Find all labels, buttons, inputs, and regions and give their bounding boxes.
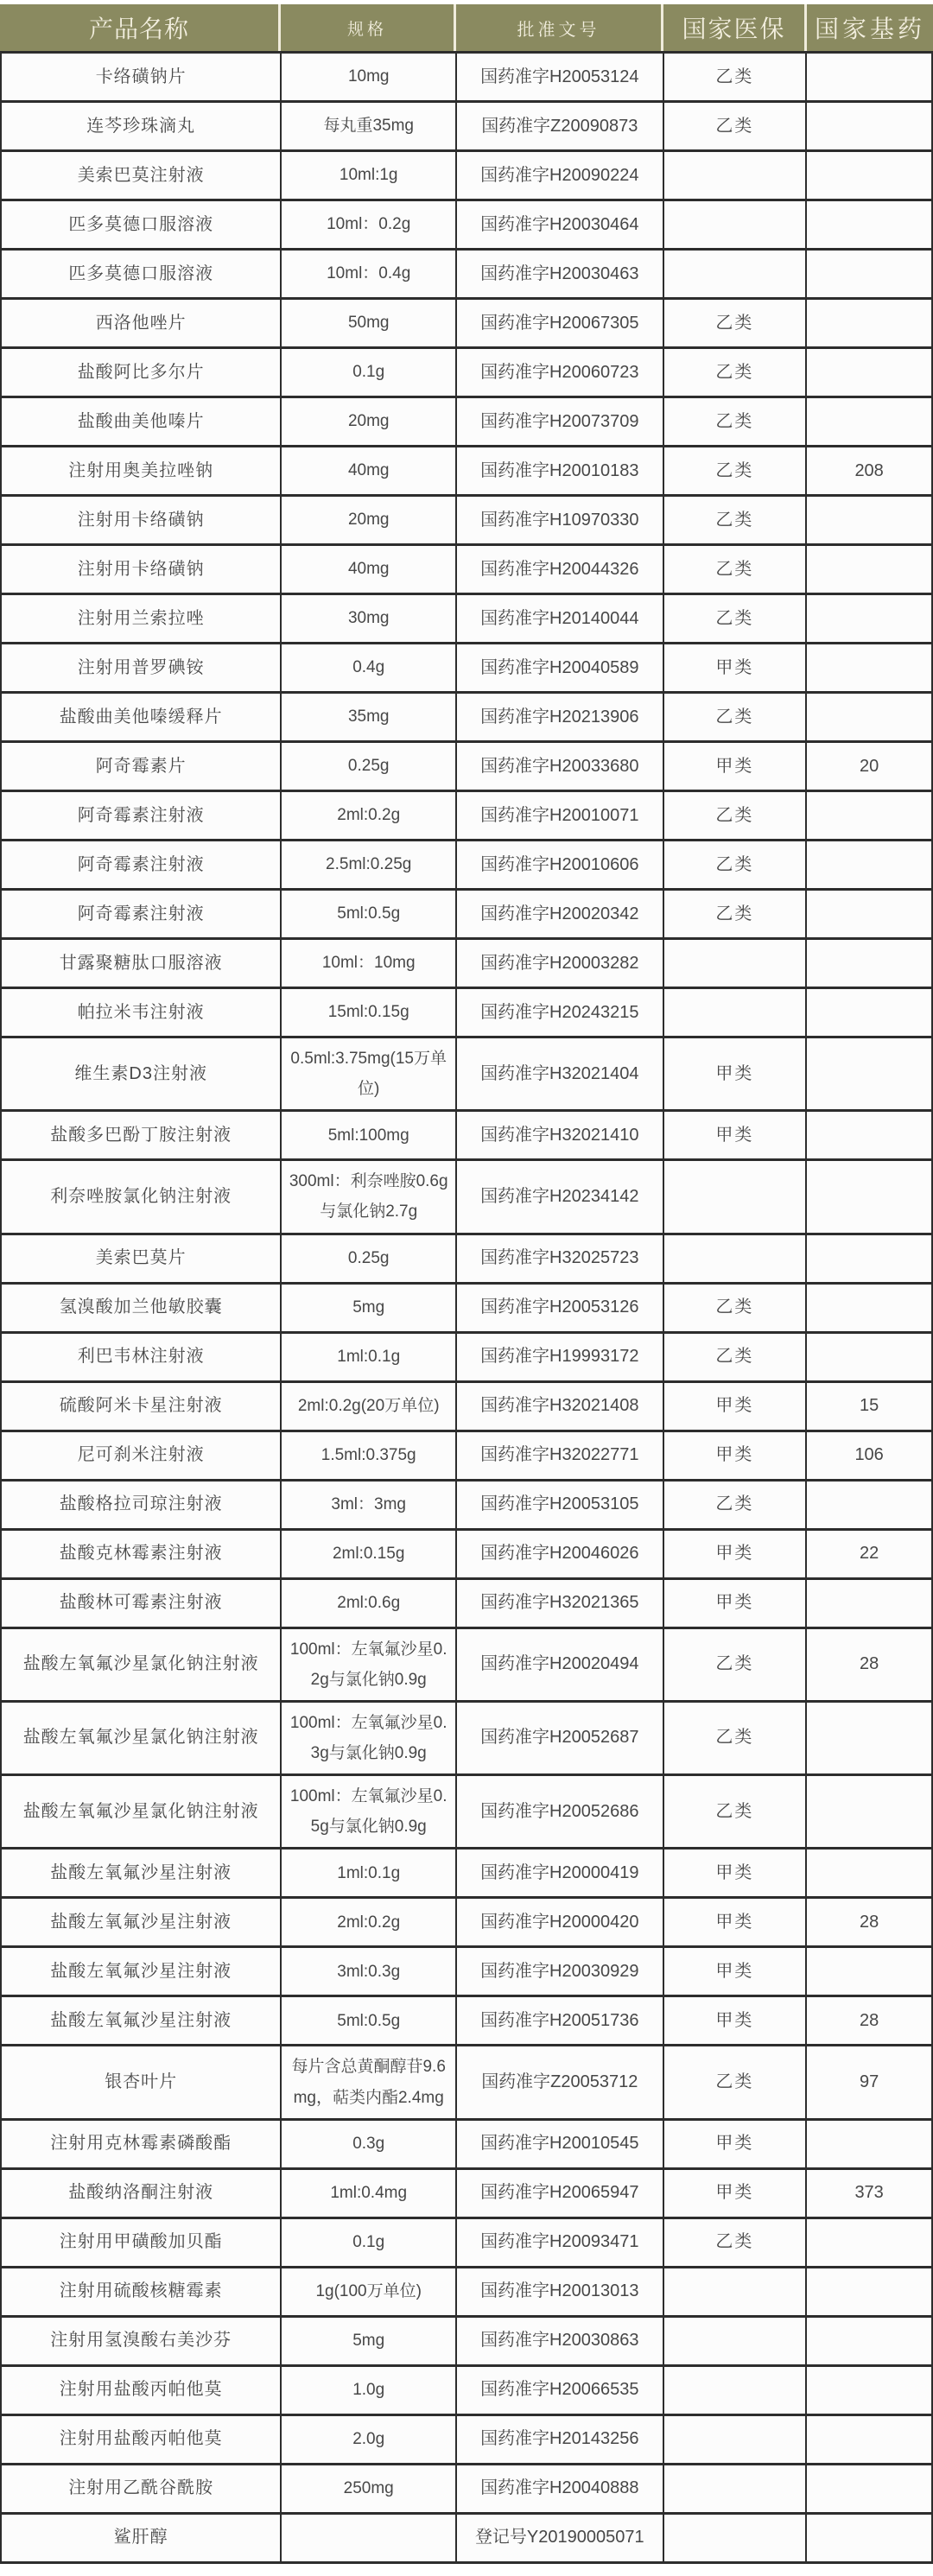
- national-essential-cell: [807, 1112, 933, 1158]
- national-essential-cell: [807, 2219, 933, 2266]
- spec-cell: 0.3g: [282, 2121, 457, 2167]
- national-insurance-cell: 乙类: [664, 54, 808, 100]
- table-row: [0, 1158, 933, 1232]
- national-insurance-cell: 甲类: [664, 1112, 808, 1158]
- national-essential-cell: [807, 2318, 933, 2364]
- approval-number-cell: 国药准字H20066535: [457, 2367, 664, 2414]
- national-essential-cell: [807, 152, 933, 199]
- product-name-cell: 注射用氢溴酸右美沙芬: [2, 2318, 282, 2364]
- product-name-cell: 盐酸纳洛酮注射液: [2, 2170, 282, 2217]
- spec-cell: 3ml:0.3g: [282, 1948, 457, 1995]
- national-insurance-cell: 乙类: [664, 2046, 808, 2117]
- approval-number-cell: 国药准字H20030463: [457, 251, 664, 297]
- spec-cell: [282, 2515, 457, 2561]
- table-row: [0, 346, 933, 396]
- table-row: [0, 1995, 933, 2044]
- approval-number-cell: 国药准字H32022771: [457, 1432, 664, 1479]
- product-name-cell: 美索巴莫注射液: [2, 152, 282, 199]
- table-row: [0, 1773, 933, 1847]
- approval-number-cell: 国药准字H20053105: [457, 1482, 664, 1528]
- product-name-cell: 盐酸多巴酚丁胺注射液: [2, 1112, 282, 1158]
- spec-cell: 0.25g: [282, 743, 457, 790]
- national-insurance-cell: [664, 2515, 808, 2561]
- table-row: [0, 2315, 933, 2364]
- spec-cell: 10mg: [282, 54, 457, 100]
- national-insurance-cell: 甲类: [664, 2170, 808, 2217]
- national-insurance-cell: 乙类: [664, 1776, 808, 1847]
- table-row: [0, 1945, 933, 1995]
- spec-cell: 10ml：0.2g: [282, 201, 457, 248]
- table-row: [0, 1700, 933, 1773]
- table-row: [0, 1233, 933, 1282]
- national-insurance-cell: 甲类: [664, 1383, 808, 1430]
- approval-number-cell: 国药准字H20090224: [457, 152, 664, 199]
- national-insurance-cell: [664, 989, 808, 1036]
- product-name-cell: 阿奇霉素注射液: [2, 891, 282, 937]
- approval-number-cell: 国药准字H19993172: [457, 1334, 664, 1380]
- national-insurance-cell: 乙类: [664, 891, 808, 937]
- approval-number-cell: 国药准字H20052687: [457, 1703, 664, 1773]
- product-name-cell: 盐酸曲美他嗪缓释片: [2, 694, 282, 740]
- product-name-cell: 甘露聚糖肽口服溶液: [2, 940, 282, 987]
- table-row: [0, 2463, 933, 2512]
- spec-cell: 1.0g: [282, 2367, 457, 2414]
- header-cell-product-name: 产品名称: [0, 4, 281, 51]
- national-insurance-cell: 甲类: [664, 1899, 808, 1945]
- national-insurance-cell: 乙类: [664, 841, 808, 888]
- spec-cell: 5mg: [282, 2318, 457, 2364]
- national-insurance-cell: 甲类: [664, 1038, 808, 1109]
- table-row: [0, 2044, 933, 2117]
- spec-cell: 每片含总黄酮醇苷9.6mg，萜类内酯2.4mg: [282, 2046, 457, 2117]
- approval-number-cell: 国药准字H20020342: [457, 891, 664, 937]
- spec-cell: 5ml:0.5g: [282, 891, 457, 937]
- table-row: [0, 2118, 933, 2167]
- product-name-cell: 帕拉米韦注射液: [2, 989, 282, 1036]
- spec-cell: 10ml：10mg: [282, 940, 457, 987]
- table-row: [0, 888, 933, 937]
- table-row: [0, 149, 933, 199]
- approval-number-cell: 登记号Y20190005071: [457, 2515, 664, 2561]
- national-essential-cell: [807, 792, 933, 839]
- spec-cell: 20mg: [282, 497, 457, 543]
- table-row: [0, 51, 933, 100]
- header-cell-national-essential: 国家基药: [814, 16, 925, 42]
- national-insurance-cell: 甲类: [664, 743, 808, 790]
- national-essential-cell: 208: [807, 447, 933, 494]
- product-name-cell: 盐酸左氧氟沙星注射液: [2, 1948, 282, 1995]
- table-row: [0, 2512, 933, 2561]
- spec-cell: 0.25g: [282, 1235, 457, 1282]
- approval-number-cell: 国药准字H20030929: [457, 1948, 664, 1995]
- product-name-cell: 卡络磺钠片: [2, 54, 282, 100]
- product-name-cell: 利奈唑胺氯化钠注射液: [2, 1161, 282, 1232]
- spec-cell: 30mg: [282, 595, 457, 642]
- national-essential-cell: [807, 1948, 933, 1995]
- header-cell-national-insurance: 国家医保: [663, 4, 807, 51]
- approval-number-cell: 国药准字H20030464: [457, 201, 664, 248]
- approval-number-cell: 国药准字H20053126: [457, 1285, 664, 1331]
- table-row: [0, 494, 933, 543]
- approval-number-cell: 国药准字H20140044: [457, 595, 664, 642]
- national-essential-cell: 106: [807, 1432, 933, 1479]
- national-insurance-cell: 甲类: [664, 1432, 808, 1479]
- approval-number-cell: 国药准字H32021365: [457, 1580, 664, 1627]
- table-row: [0, 248, 933, 297]
- national-insurance-cell: 乙类: [664, 694, 808, 740]
- national-insurance-cell: [664, 2367, 808, 2414]
- product-name-cell: 美索巴莫片: [2, 1235, 282, 1282]
- national-insurance-cell: 甲类: [664, 1850, 808, 1896]
- approval-number-cell: 国药准字H20052686: [457, 1776, 664, 1847]
- approval-number-cell: 国药准字Z20053712: [457, 2046, 664, 2117]
- spec-cell: 50mg: [282, 300, 457, 346]
- national-insurance-cell: [664, 2268, 808, 2315]
- spec-cell: 3ml：3mg: [282, 1482, 457, 1528]
- national-essential-cell: [807, 54, 933, 100]
- table-row: [0, 1380, 933, 1430]
- drug-product-table: [0, 4, 933, 2564]
- national-essential-cell: [807, 1285, 933, 1331]
- approval-number-cell: 国药准字H20065947: [457, 2170, 664, 2217]
- product-name-cell: 氢溴酸加兰他敏胶囊: [2, 1285, 282, 1331]
- product-name-cell: 注射用乙酰谷酰胺: [2, 2465, 282, 2512]
- spec-cell: 40mg: [282, 447, 457, 494]
- national-essential-cell: 20: [807, 743, 933, 790]
- product-name-cell: 利巴韦林注射液: [2, 1334, 282, 1380]
- national-essential-cell: [807, 300, 933, 346]
- product-name-cell: 注射用盐酸丙帕他莫: [2, 2416, 282, 2463]
- table-row: [0, 1896, 933, 1945]
- national-insurance-cell: [664, 2318, 808, 2364]
- spec-cell: 1ml:0.4mg: [282, 2170, 457, 2217]
- table-row: [0, 1847, 933, 1896]
- national-insurance-cell: 甲类: [664, 2121, 808, 2167]
- table-row: [0, 396, 933, 445]
- product-name-cell: 注射用盐酸丙帕他莫: [2, 2367, 282, 2414]
- spec-cell: 2ml:0.2g: [282, 792, 457, 839]
- national-insurance-cell: 乙类: [664, 103, 808, 149]
- approval-number-cell: 国药准字H20093471: [457, 2219, 664, 2266]
- national-insurance-cell: 甲类: [664, 1531, 808, 1577]
- table-row: [0, 937, 933, 987]
- spec-cell: 1.5ml:0.375g: [282, 1432, 457, 1479]
- header-cell-approval-number: 批准文号: [456, 4, 663, 51]
- spec-cell: 5ml:0.5g: [282, 1997, 457, 2044]
- national-insurance-cell: [664, 2416, 808, 2463]
- product-name-cell: 注射用硫酸核糖霉素: [2, 2268, 282, 2315]
- national-insurance-cell: 乙类: [664, 447, 808, 494]
- product-name-cell: 连芩珍珠滴丸: [2, 103, 282, 149]
- national-insurance-cell: [664, 1161, 808, 1232]
- approval-number-cell: 国药准字H10970330: [457, 497, 664, 543]
- spec-cell: 15ml:0.15g: [282, 989, 457, 1036]
- product-name-cell: 鲨肝醇: [2, 2515, 282, 2561]
- product-name-cell: 盐酸左氧氟沙星氯化钠注射液: [2, 1629, 282, 1700]
- spec-cell: 40mg: [282, 546, 457, 593]
- national-insurance-cell: [664, 251, 808, 297]
- approval-number-cell: 国药准字H32021408: [457, 1383, 664, 1430]
- approval-number-cell: 国药准字H20053124: [457, 54, 664, 100]
- approval-number-cell: 国药准字H20000419: [457, 1850, 664, 1896]
- national-essential-cell: [807, 841, 933, 888]
- national-essential-cell: [807, 497, 933, 543]
- approval-number-cell: 国药准字Z20090873: [457, 103, 664, 149]
- national-insurance-cell: 乙类: [664, 1482, 808, 1528]
- product-name-cell: 盐酸曲美他嗪片: [2, 398, 282, 445]
- product-name-cell: 硫酸阿米卡星注射液: [2, 1383, 282, 1430]
- product-name-cell: 盐酸阿比多尔片: [2, 349, 282, 396]
- approval-number-cell: 国药准字H20010545: [457, 2121, 664, 2167]
- national-essential-cell: [807, 1703, 933, 1773]
- national-insurance-cell: 乙类: [664, 2219, 808, 2266]
- product-name-cell: 盐酸左氧氟沙星注射液: [2, 1997, 282, 2044]
- spec-cell: 250mg: [282, 2465, 457, 2512]
- national-insurance-cell: [664, 201, 808, 248]
- national-essential-cell: [807, 694, 933, 740]
- spec-cell: 0.4g: [282, 644, 457, 691]
- approval-number-cell: 国药准字H20010071: [457, 792, 664, 839]
- spec-cell: 0.1g: [282, 2219, 457, 2266]
- product-name-cell: 维生素D3注射液: [2, 1038, 282, 1109]
- table-row: [0, 593, 933, 642]
- spec-cell: 100ml：左氧氟沙星0.5g与氯化钠0.9g: [282, 1776, 457, 1847]
- national-essential-cell: [807, 2268, 933, 2315]
- product-name-cell: 尼可刹米注射液: [2, 1432, 282, 1479]
- spec-cell: 5mg: [282, 1285, 457, 1331]
- table-row: [0, 740, 933, 790]
- table-row: [0, 1282, 933, 1331]
- national-essential-cell: [807, 595, 933, 642]
- national-essential-cell: [807, 2121, 933, 2167]
- spec-cell: 2ml:0.15g: [282, 1531, 457, 1577]
- product-name-cell: 注射用普罗碘铵: [2, 644, 282, 691]
- table-row: [0, 691, 933, 740]
- approval-number-cell: 国药准字H20040888: [457, 2465, 664, 2512]
- table-row: [0, 199, 933, 248]
- national-essential-cell: 28: [807, 1629, 933, 1700]
- table-row: [0, 1430, 933, 1479]
- national-essential-cell: 15: [807, 1383, 933, 1430]
- approval-number-cell: 国药准字H20051736: [457, 1997, 664, 2044]
- spec-cell: 300ml：利奈唑胺0.6g与氯化钠2.7g: [282, 1161, 457, 1232]
- national-insurance-cell: [664, 940, 808, 987]
- spec-cell: 2.0g: [282, 2416, 457, 2463]
- national-essential-cell: [807, 1235, 933, 1282]
- table-row: [0, 987, 933, 1036]
- product-name-cell: 盐酸格拉司琼注射液: [2, 1482, 282, 1528]
- table-row: [0, 1331, 933, 1380]
- national-insurance-cell: 乙类: [664, 300, 808, 346]
- national-essential-cell: [807, 251, 933, 297]
- national-insurance-cell: 乙类: [664, 595, 808, 642]
- approval-number-cell: 国药准字H32021410: [457, 1112, 664, 1158]
- product-name-cell: 盐酸左氧氟沙星注射液: [2, 1899, 282, 1945]
- national-insurance-cell: 乙类: [664, 546, 808, 593]
- national-insurance-cell: 乙类: [664, 1629, 808, 1700]
- national-essential-cell: [807, 989, 933, 1036]
- table-row: [0, 1109, 933, 1158]
- approval-number-cell: 国药准字H20143256: [457, 2416, 664, 2463]
- national-essential-cell: [807, 398, 933, 445]
- approval-number-cell: 国药准字H20046026: [457, 1531, 664, 1577]
- national-essential-cell: [807, 2416, 933, 2463]
- table-row: [0, 1528, 933, 1577]
- product-name-cell: 注射用奥美拉唑钠: [2, 447, 282, 494]
- table-row: [0, 1627, 933, 1700]
- product-name-cell: 银杏叶片: [2, 2046, 282, 2117]
- approval-number-cell: 国药准字H20013013: [457, 2268, 664, 2315]
- table-row: [0, 2414, 933, 2463]
- table-row: [0, 100, 933, 149]
- spec-cell: 10ml:1g: [282, 152, 457, 199]
- approval-number-cell: 国药准字H20010606: [457, 841, 664, 888]
- table-row: [0, 1479, 933, 1528]
- approval-number-cell: 国药准字H20234142: [457, 1161, 664, 1232]
- product-name-cell: 注射用甲磺酸加贝酯: [2, 2219, 282, 2266]
- product-name-cell: 盐酸林可霉素注射液: [2, 1580, 282, 1627]
- approval-number-cell: 国药准字H20060723: [457, 349, 664, 396]
- national-essential-cell: [807, 2465, 933, 2512]
- spec-cell: 2ml:0.2g(20万单位): [282, 1383, 457, 1430]
- product-name-cell: 注射用克林霉素磷酸酯: [2, 2121, 282, 2167]
- national-insurance-cell: 乙类: [664, 1703, 808, 1773]
- national-essential-cell: [807, 1580, 933, 1627]
- national-insurance-cell: 乙类: [664, 497, 808, 543]
- national-essential-cell: 22: [807, 1531, 933, 1577]
- national-essential-cell: 28: [807, 1899, 933, 1945]
- national-insurance-cell: 乙类: [664, 1334, 808, 1380]
- approval-number-cell: 国药准字H20033680: [457, 743, 664, 790]
- spec-cell: 100ml：左氧氟沙星0.3g与氯化钠0.9g: [282, 1703, 457, 1773]
- spec-cell: 1ml:0.1g: [282, 1334, 457, 1380]
- national-essential-cell: 97: [807, 2046, 933, 2117]
- approval-number-cell: 国药准字H32025723: [457, 1235, 664, 1282]
- national-essential-cell: [807, 1482, 933, 1528]
- table-row: [0, 445, 933, 494]
- spec-cell: 20mg: [282, 398, 457, 445]
- national-insurance-cell: 乙类: [664, 1285, 808, 1331]
- national-insurance-cell: 甲类: [664, 1948, 808, 1995]
- approval-number-cell: 国药准字H20044326: [457, 546, 664, 593]
- table-row: [0, 790, 933, 839]
- table-row: [0, 297, 933, 346]
- approval-number-cell: 国药准字H20003282: [457, 940, 664, 987]
- approval-number-cell: 国药准字H20010183: [457, 447, 664, 494]
- spec-cell: 10ml：0.4g: [282, 251, 457, 297]
- spec-cell: 0.1g: [282, 349, 457, 396]
- table-row: [0, 839, 933, 888]
- table-row: [0, 2217, 933, 2266]
- national-essential-cell: [807, 644, 933, 691]
- national-insurance-cell: [664, 152, 808, 199]
- national-essential-cell: [807, 546, 933, 593]
- table-row: [0, 543, 933, 593]
- table-row: [0, 2167, 933, 2217]
- national-insurance-cell: 甲类: [664, 1997, 808, 2044]
- product-name-cell: 匹多莫德口服溶液: [2, 201, 282, 248]
- national-essential-cell: [807, 1776, 933, 1847]
- approval-number-cell: 国药准字H32021404: [457, 1038, 664, 1109]
- product-name-cell: 盐酸左氧氟沙星注射液: [2, 1850, 282, 1896]
- approval-number-cell: 国药准字H20030863: [457, 2318, 664, 2364]
- national-essential-cell: [807, 2367, 933, 2414]
- national-insurance-cell: 甲类: [664, 1580, 808, 1627]
- table-row: [0, 2364, 933, 2414]
- table-row: [0, 642, 933, 691]
- approval-number-cell: 国药准字H20213906: [457, 694, 664, 740]
- approval-number-cell: 国药准字H20243215: [457, 989, 664, 1036]
- spec-cell: 2ml:0.2g: [282, 1899, 457, 1945]
- product-name-cell: 盐酸左氧氟沙星氯化钠注射液: [2, 1703, 282, 1773]
- approval-number-cell: 国药准字H20000420: [457, 1899, 664, 1945]
- spec-cell: 35mg: [282, 694, 457, 740]
- table-row: [0, 1036, 933, 1109]
- national-essential-cell: [807, 940, 933, 987]
- approval-number-cell: 国药准字H20040589: [457, 644, 664, 691]
- national-essential-cell: [807, 1161, 933, 1232]
- national-essential-cell: 28: [807, 1997, 933, 2044]
- national-essential-cell: [807, 1850, 933, 1896]
- national-insurance-cell: 乙类: [664, 349, 808, 396]
- spec-cell: 5ml:100mg: [282, 1112, 457, 1158]
- product-name-cell: 阿奇霉素注射液: [2, 841, 282, 888]
- table-header-row: [0, 4, 933, 51]
- table-row: [0, 2266, 933, 2315]
- national-essential-cell: [807, 891, 933, 937]
- approval-number-cell: 国药准字H20067305: [457, 300, 664, 346]
- spec-cell: 1ml:0.1g: [282, 1850, 457, 1896]
- national-essential-cell: [807, 2515, 933, 2561]
- header-cell-spec: 规格: [281, 4, 456, 51]
- product-name-cell: 注射用卡络磺钠: [2, 546, 282, 593]
- table-body: [0, 51, 933, 2564]
- spec-cell: 100ml：左氧氟沙星0.2g与氯化钠0.9g: [282, 1629, 457, 1700]
- product-name-cell: 盐酸克林霉素注射液: [2, 1531, 282, 1577]
- national-insurance-cell: 甲类: [664, 644, 808, 691]
- spec-cell: 2ml:0.6g: [282, 1580, 457, 1627]
- national-insurance-cell: 乙类: [664, 792, 808, 839]
- product-name-cell: 盐酸左氧氟沙星氯化钠注射液: [2, 1776, 282, 1847]
- national-essential-cell: [807, 201, 933, 248]
- product-name-cell: 匹多莫德口服溶液: [2, 251, 282, 297]
- product-name-cell: 阿奇霉素片: [2, 743, 282, 790]
- national-essential-cell: [807, 1334, 933, 1380]
- product-name-cell: 西洛他唑片: [2, 300, 282, 346]
- approval-number-cell: 国药准字H20020494: [457, 1629, 664, 1700]
- spec-cell: 1g(100万单位): [282, 2268, 457, 2315]
- spec-cell: 0.5ml:3.75mg(15万单位): [282, 1038, 457, 1109]
- spec-cell: 2.5ml:0.25g: [282, 841, 457, 888]
- product-name-cell: 注射用卡络磺钠: [2, 497, 282, 543]
- national-essential-cell: [807, 103, 933, 149]
- national-insurance-cell: [664, 1235, 808, 1282]
- spec-cell: 每丸重35mg: [282, 103, 457, 149]
- table-row: [0, 1577, 933, 1627]
- approval-number-cell: 国药准字H20073709: [457, 398, 664, 445]
- national-insurance-cell: 乙类: [664, 398, 808, 445]
- national-essential-cell: [807, 1038, 933, 1109]
- product-name-cell: 注射用兰索拉唑: [2, 595, 282, 642]
- national-insurance-cell: [664, 2465, 808, 2512]
- national-essential-cell: 373: [807, 2170, 933, 2217]
- national-essential-cell: [807, 349, 933, 396]
- product-name-cell: 阿奇霉素注射液: [2, 792, 282, 839]
